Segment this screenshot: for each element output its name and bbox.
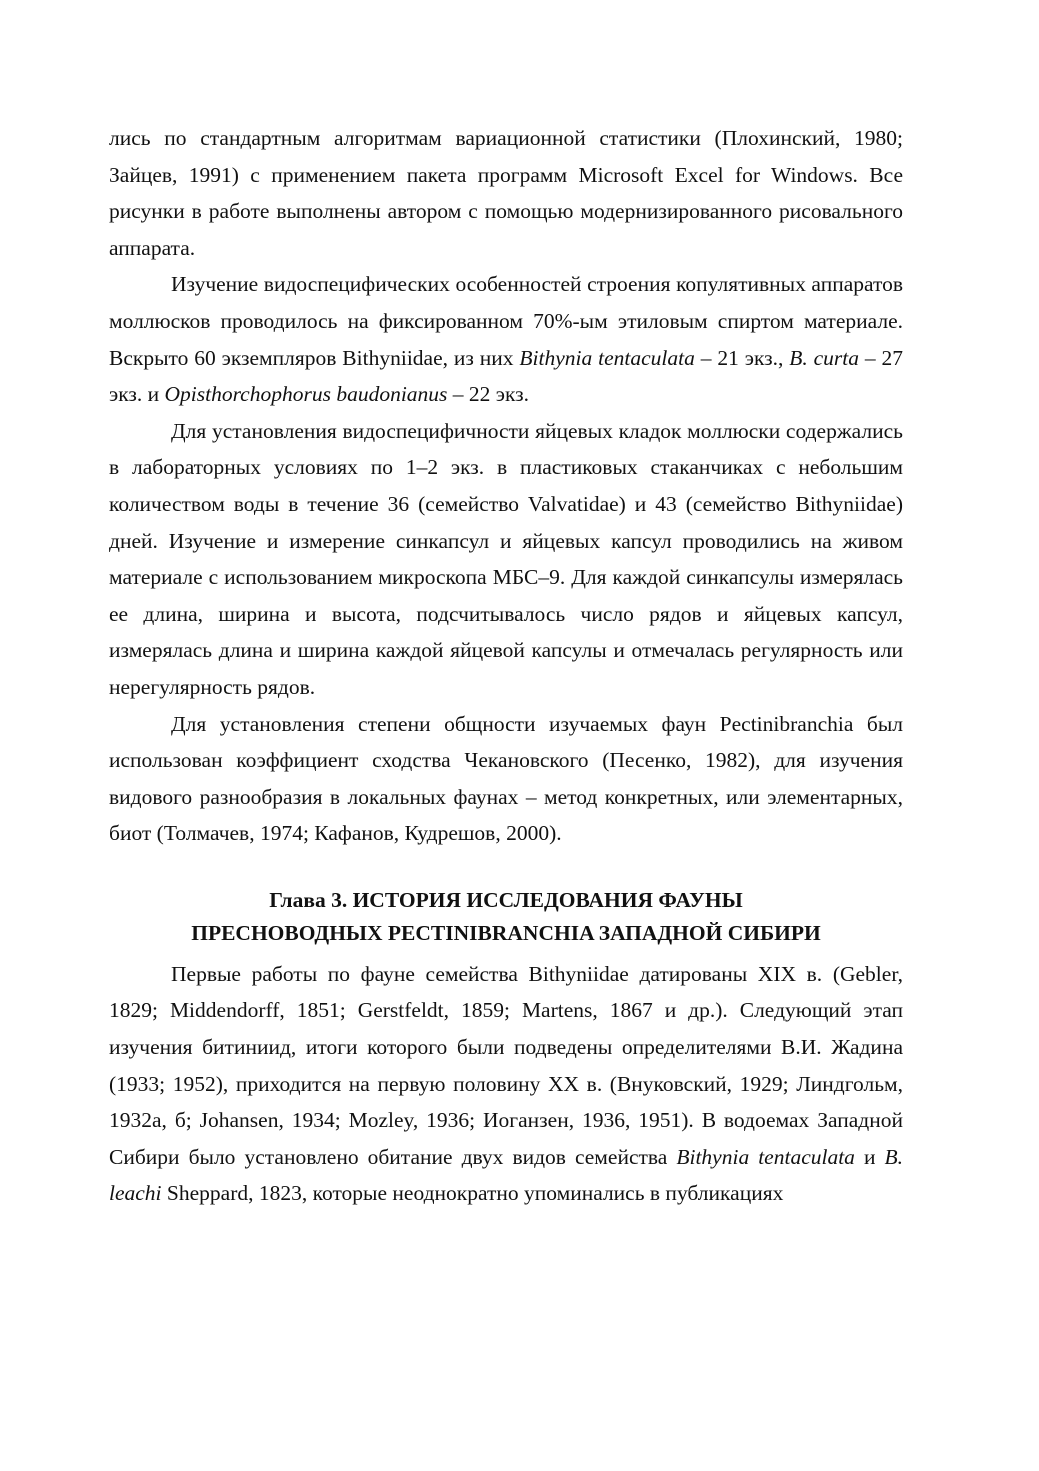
paragraph-text: – 21 экз., [694,345,790,370]
chapter-heading-line: ПРЕСНОВОДНЫХ PECTINIBRANCHIA ЗАПАДНОЙ СИБИРИ [191,920,821,945]
chapter-heading [109,884,903,950]
paragraph [109,413,903,706]
paragraph-text: Sheppard, 1823, которые неоднократно упоминались в публикациях [161,1181,784,1206]
paragraph-text: Изучение видоспецифических особенностей строения копулятивных аппаратов моллюсков проводилось на фиксированном 70%-ым этиловым спиртом материале. Вскрыто 60 экземпляров Bithyniidae, из них [109,272,903,370]
document-page [109,120,903,1212]
paragraph-text: и [854,1144,885,1169]
paragraph [109,120,903,266]
paragraph-text: – 22 экз. [447,382,530,407]
paragraph-text: Для установления степени общности изучаемых фаун Pectinibranchia был использован коэффициент сходства Чекановского (Песенко, 1982), для изучения видового разнообразия в локальных фаунах – метод конкретных, или элементарных, биот (Толмачев, 1974; Кафанов, Кудрешов, 2000). [109,711,903,846]
paragraph-text: – 27 экз. и [109,345,903,407]
species-name: B. curta [789,345,859,370]
species-name: Bithynia tentaculata [676,1144,855,1169]
chapter-heading-line: Глава 3. ИСТОРИЯ ИССЛЕДОВАНИЯ ФАУНЫ [269,887,743,912]
paragraph [109,956,903,1212]
paragraph [109,266,903,412]
species-name: Opisthorchophorus baudonianus [164,382,448,407]
paragraph-text: лись по стандартным алгоритмам вариационной статистики (Плохинский, 1980; Зайцев, 1991) с применением пакета программ Microsoft Excel for Windows. Все рисунки в работе выполнены автором с помощью модернизированного рисовального аппарата. [109,126,903,260]
paragraph-text: Для установления видоспецифичности яйцевых кладок моллюски содержались в лабораторных условиях по 1–2 экз. в пластиковых стаканчиках с небольшим количеством воды в течение 36 (семейство Valvatidae) и 43 (семейство Bithyniidae) дней. Изучение и измерение синкапсул и яйцевых капсул проводились на живом материале с использованием микроскопа МБС–9. Для каждой синкапсулы измерялась ее длина, ширина и высота, подсчитывалось число рядов и яйцевых капсул, измерялась длина и ширина каждой яйцевой капсулы и отмечалась регулярность или нерегулярность рядов. [109,418,903,699]
paragraph-text: Первые работы по фауне семейства Bithyniidae датированы XIX в. (Gebler, 1829; Middendorff, 1851; Gerstfeldt, 1859; Martens, 1867 и др.). Следующий этап изучения битиниид, итоги которого были подведены определителями В.И. Жадина (1933; 1952), приходится на первую половину XX в. (Внуковский, 1929; Линдгольм, 1932а, б; Johansen, 1934; Mozley, 1936; Иоганзен, 1936, 1951). В водоемах Западной Сибири было установлено обитание двух видов семейства [109,961,903,1169]
species-name: B. leachi [109,1144,903,1206]
paragraph [109,706,903,852]
species-name: Bithynia tentaculata [519,345,695,370]
